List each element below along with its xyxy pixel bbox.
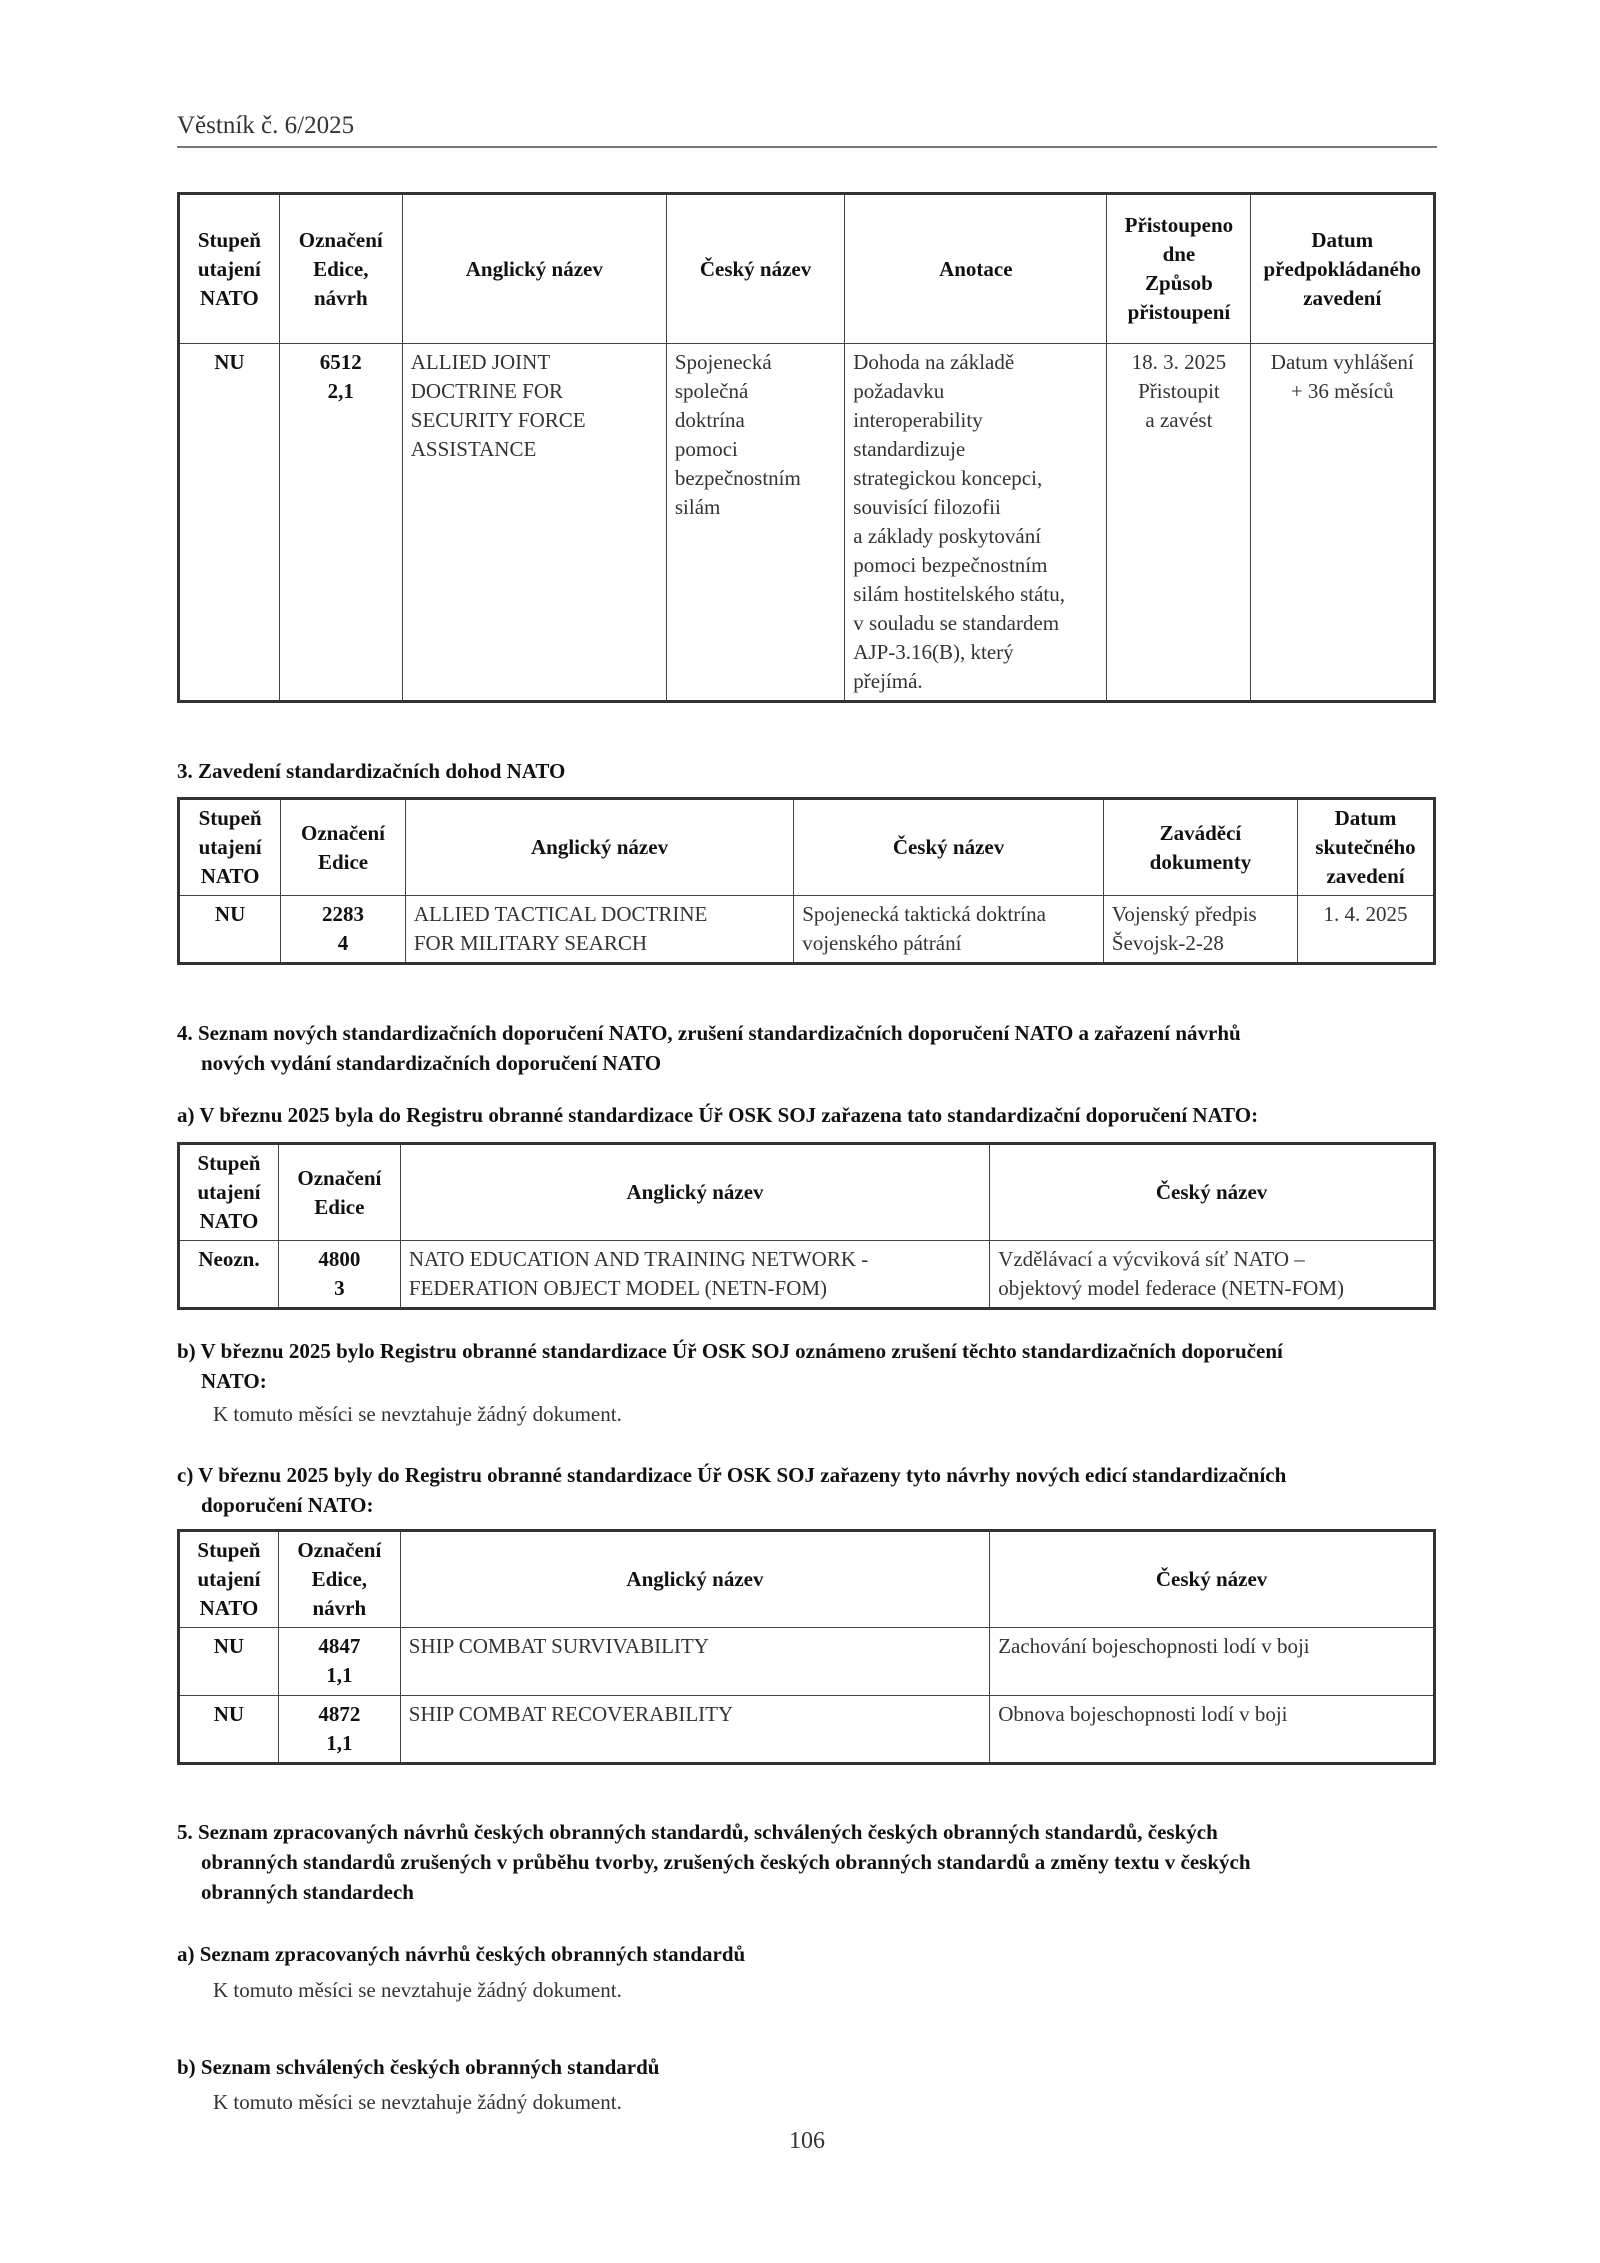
col-english-name: Anglický název: [402, 194, 666, 344]
table-row: [179, 896, 1435, 964]
col-designation: Označení Edice: [281, 799, 406, 896]
annotation-cell: Dohoda na základě požadavku interoperability standardizuje strategickou koncepci, souvisící filozofii a základy poskytování pomoci bezpečnostním silám hostitelského státu, v souladu se standardem AJP-3.16(B), který přejímá.: [845, 344, 1107, 702]
col-czech-name: Český název: [990, 1144, 1435, 1241]
english-name-cell: NATO EDUCATION AND TRAINING NETWORK - FEDERATION OBJECT MODEL (NETN-FOM): [400, 1241, 989, 1309]
designation-cell: 4847 1,1: [278, 1628, 400, 1696]
section-4-heading: 4. Seznam nových standardizačních doporučení NATO, zrušení standardizačních doporučení NATO a zařazení návrhů nových vydání standardizačních doporučení NATO: [177, 1021, 1241, 1075]
designation-cell: 6512 2,1: [279, 344, 402, 702]
col-classification: Stupeň utajení NATO: [179, 1531, 279, 1628]
table-header-row: [179, 1144, 1435, 1241]
classification-cell: NU: [179, 896, 281, 964]
documents-cell: Vojenský předpis Ševojsk-2-28: [1103, 896, 1297, 964]
section-5b-note: K tomuto měsíci se nevztahuje žádný dokument.: [213, 2090, 622, 2114]
classification-cell: Neozn.: [179, 1241, 279, 1309]
col-annotation: Anotace: [845, 194, 1107, 344]
classification-cell: NU: [179, 344, 280, 702]
section-4c-heading: c) V březnu 2025 byly do Registru obranné standardizace Úř OSK SOJ zařazeny tyto návrhy nových edicí standardizačních doporučení NATO:: [177, 1463, 1287, 1517]
accession-cell: 18. 3. 2025 Přistoupit a zavést: [1107, 344, 1251, 702]
section-4b-heading: b) V březnu 2025 bylo Registru obranné standardizace Úř OSK SOJ oznámeno zrušení těchto standardizačních doporučení NATO:: [177, 1339, 1283, 1393]
designation-cell: 4800 3: [278, 1241, 400, 1309]
implementation-table: [177, 797, 1436, 965]
czech-name-cell: Obnova bojeschopnosti lodí v boji: [990, 1696, 1435, 1764]
table-header-row: [179, 194, 1435, 344]
col-classification: Stupeň utajení NATO: [179, 799, 281, 896]
col-czech-name: Český název: [990, 1531, 1435, 1628]
classification-cell: NU: [179, 1696, 279, 1764]
col-accession: Přistoupeno dne Způsob přistoupení: [1107, 194, 1251, 344]
english-name-cell: SHIP COMBAT RECOVERABILITY: [400, 1696, 989, 1764]
table-row: [179, 344, 1435, 702]
page-number: 106: [789, 2128, 825, 2154]
col-actual-date: Datum skutečného zavedení: [1298, 799, 1435, 896]
col-designation: Označení Edice, návrh: [278, 1531, 400, 1628]
new-recommendations-table: [177, 1142, 1436, 1310]
section-4b-note: K tomuto měsíci se nevztahuje žádný dokument.: [213, 1402, 622, 1426]
section-5a-note: K tomuto měsíci se nevztahuje žádný dokument.: [213, 1978, 622, 2002]
english-name-cell: SHIP COMBAT SURVIVABILITY: [400, 1628, 989, 1696]
table-row: [179, 1628, 1435, 1696]
designation-cell: 2283 4: [281, 896, 406, 964]
czech-name-cell: Vzdělávací a výcviková síť NATO – objektový model federace (NETN-FOM): [990, 1241, 1435, 1309]
col-english-name: Anglický název: [400, 1144, 989, 1241]
actual-date-cell: 1. 4. 2025: [1298, 896, 1435, 964]
running-head: Věstník č. 6/2025: [177, 112, 1437, 148]
table-header-row: [179, 799, 1435, 896]
col-expected-date: Datum předpokládaného zavedení: [1251, 194, 1435, 344]
accession-table: [177, 192, 1436, 703]
table-row: [179, 1241, 1435, 1309]
classification-cell: NU: [179, 1628, 279, 1696]
col-czech-name: Český název: [794, 799, 1104, 896]
english-name-cell: ALLIED TACTICAL DOCTRINE FOR MILITARY SEARCH: [405, 896, 793, 964]
col-documents: Zaváděcí dokumenty: [1103, 799, 1297, 896]
section-5-heading: 5. Seznam zpracovaných návrhů českých obranných standardů, schválených českých obranných standardů, českých obranných standardů zrušených v průběhu tvorby, zrušených českých obranných standardů a změny textu v českých obranných standardech: [177, 1820, 1251, 1904]
czech-name-cell: Zachování bojeschopnosti lodí v boji: [990, 1628, 1435, 1696]
section-4a-heading: a) V březnu 2025 byla do Registru obranné standardizace Úř OSK SOJ zařazena tato standardizační doporučení NATO:: [177, 1103, 1259, 1127]
expected-date-cell: Datum vyhlášení + 36 měsíců: [1251, 344, 1435, 702]
section-3-heading: 3. Zavedení standardizačních dohod NATO: [177, 759, 566, 783]
section-5a-heading: a) Seznam zpracovaných návrhů českých obranných standardů: [177, 1942, 746, 1966]
section-5b-heading: b) Seznam schválených českých obranných standardů: [177, 2055, 660, 2079]
designation-cell: 4872 1,1: [278, 1696, 400, 1764]
col-english-name: Anglický název: [400, 1531, 989, 1628]
czech-name-cell: Spojenecká taktická doktrína vojenského pátrání: [794, 896, 1104, 964]
col-designation: Označení Edice, návrh: [279, 194, 402, 344]
czech-name-cell: Spojenecká společná doktrína pomoci bezpečnostním silám: [666, 344, 844, 702]
english-name-cell: ALLIED JOINT DOCTRINE FOR SECURITY FORCE ASSISTANCE: [402, 344, 666, 702]
table-row: [179, 1696, 1435, 1764]
col-classification: Stupeň utajení NATO: [179, 194, 280, 344]
draft-editions-table: [177, 1529, 1436, 1765]
col-classification: Stupeň utajení NATO: [179, 1144, 279, 1241]
table-header-row: [179, 1531, 1435, 1628]
col-czech-name: Český název: [666, 194, 844, 344]
col-english-name: Anglický název: [405, 799, 793, 896]
col-designation: Označení Edice: [278, 1144, 400, 1241]
